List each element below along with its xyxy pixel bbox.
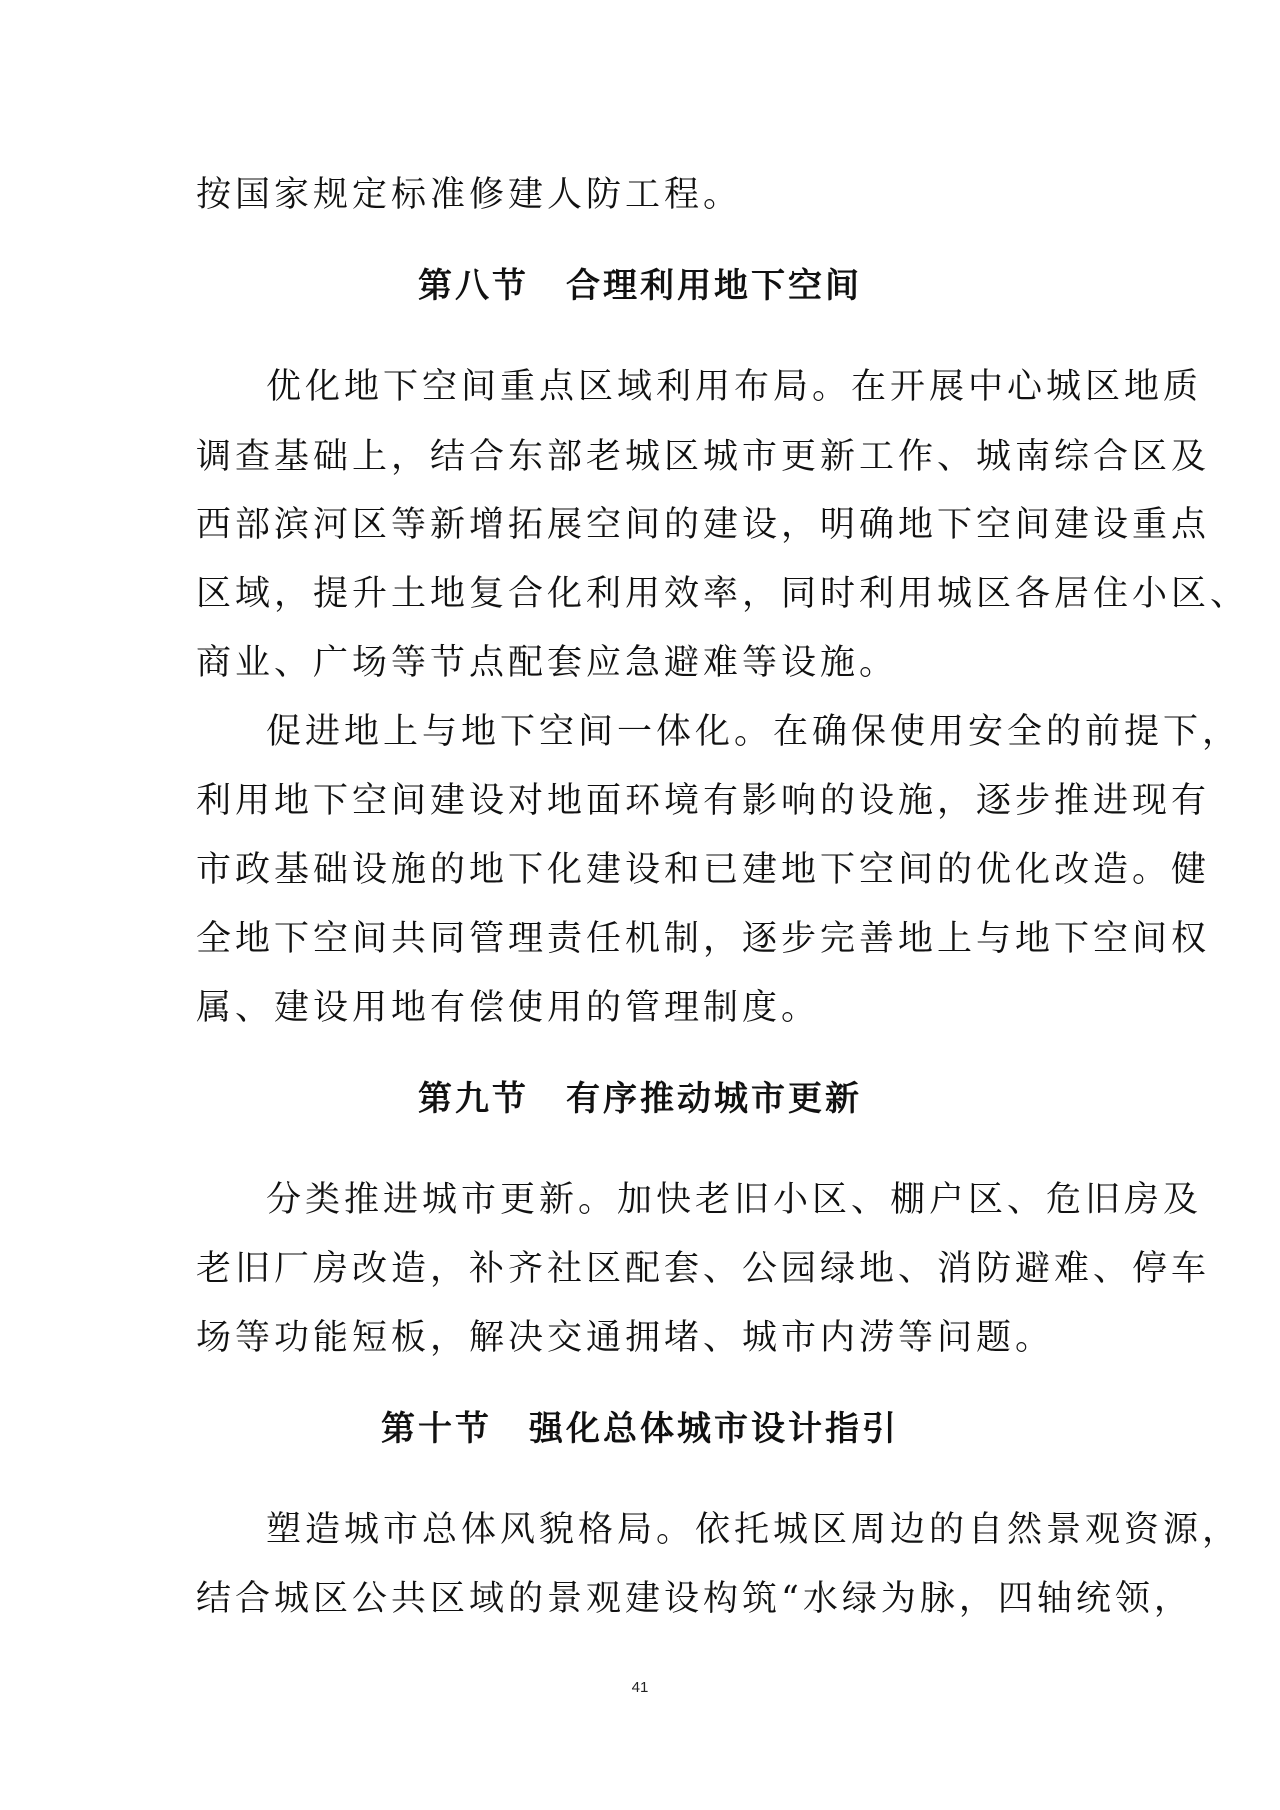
- paragraph-line: 利用地下空间建设对地面环境有影响的设施，逐步推进现有: [196, 781, 1211, 821]
- section-heading-9: 第九节 有序推动城市更新: [418, 1079, 862, 1119]
- paragraph-line: 调查基础上，结合东部老城区城市更新工作、城南综合区及: [196, 437, 1211, 477]
- paragraph-line: 区域，提升土地复合化利用效率，同时利用城区各居住小区、: [196, 574, 1250, 614]
- page-number: 41: [631, 1679, 649, 1696]
- paragraph-line: 场等功能短板，解决交通拥堵、城市内涝等问题。: [196, 1318, 1055, 1358]
- paragraph-line: 属、建设用地有偿使用的管理制度。: [196, 988, 821, 1028]
- paragraph-line: 全地下空间共同管理责任机制，逐步完善地上与地下空间权: [196, 919, 1211, 959]
- paragraph-line: 老旧厂房改造，补齐社区配套、公园绿地、消防避难、停车: [196, 1249, 1211, 1289]
- section-heading-10: 第十节 强化总体城市设计指引: [381, 1409, 899, 1449]
- paragraph-line: 分类推进城市更新。加快老旧小区、棚户区、危旧房及: [266, 1180, 1203, 1220]
- paragraph-line: 促进地上与地下空间一体化。在确保使用安全的前提下，: [266, 712, 1242, 752]
- section-heading-8: 第八节 合理利用地下空间: [418, 266, 862, 306]
- paragraph-line: 结合城区公共区域的景观建设构筑“水绿为脉，四轴统领，: [196, 1579, 1193, 1619]
- paragraph-line: 优化地下空间重点区域利用布局。在开展中心城区地质: [266, 367, 1203, 407]
- paragraph-line: 西部滨河区等新增拓展空间的建设，明确地下空间建设重点: [196, 505, 1211, 545]
- paragraph-line: 商业、广场等节点配套应急避难等设施。: [196, 643, 899, 683]
- paragraph-line: 塑造城市总体风貌格局。依托城区周边的自然景观资源，: [266, 1510, 1242, 1550]
- paragraph-line: 按国家规定标准修建人防工程。: [196, 175, 743, 215]
- paragraph-line: 市政基础设施的地下化建设和已建地下空间的优化改造。健: [196, 850, 1211, 890]
